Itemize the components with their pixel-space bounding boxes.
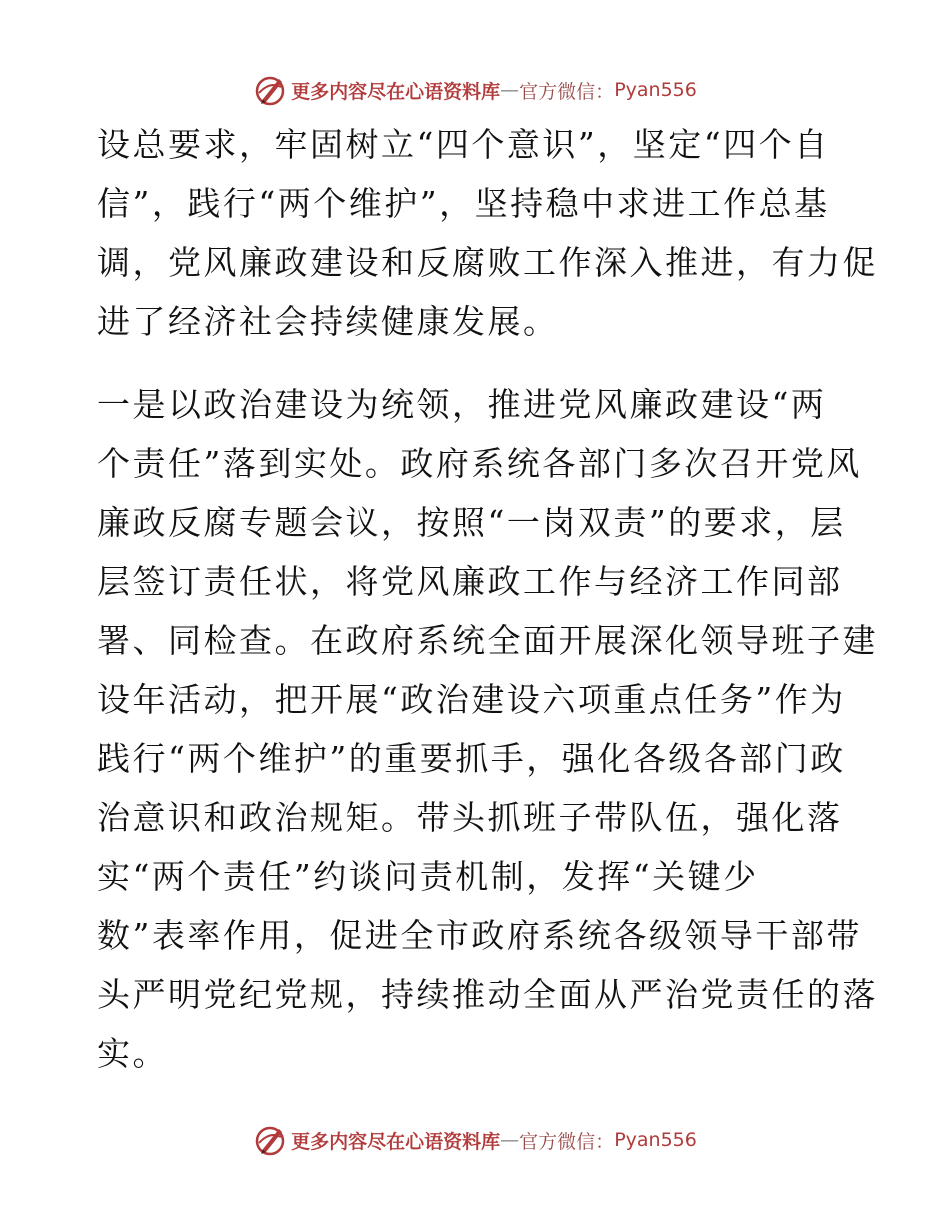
- text-line: 头严明党纪党规，持续推动全面从严治党责任的落: [97, 975, 878, 1014]
- text-line: 进了经济社会持续健康发展。: [97, 302, 559, 341]
- text-line: 治意识和政治规矩。带头抓班子带队伍，强化落: [97, 798, 843, 837]
- banner-dash: —: [500, 1129, 520, 1151]
- text-line: 层签订责任状，将党风廉政工作与经济工作同部: [97, 562, 843, 601]
- red-pen-globe-logo-icon: [253, 73, 287, 107]
- banner-site-text: 更多内容尽在心语资料库: [291, 1130, 501, 1153]
- banner-site-text: 更多内容尽在心语资料库: [291, 80, 501, 103]
- text-line: 设年活动，把开展“政治建设六项重点任务”作为: [97, 680, 846, 719]
- red-pen-globe-logo-icon: [253, 1123, 287, 1157]
- banner-wechat-label: 官方微信：: [519, 80, 615, 103]
- text-line: 践行“两个维护”的重要抓手，强化各级各部门政: [97, 739, 846, 778]
- paragraph-2: [97, 375, 878, 1083]
- text-line: 廉政反腐专题会议，按照“一岗双责”的要求，层: [97, 503, 846, 542]
- text-line: 信”，践行“两个维护”，坚持稳中求进工作总基: [97, 184, 830, 223]
- text-line: 数”表率作用，促进全市政府系统各级领导干部带: [97, 916, 862, 955]
- text-line: 调，党风廉政建设和反腐败工作深入推进，有力促: [97, 243, 878, 282]
- text-line: 署、同检查。在政府系统全面开展深化领导班子建: [97, 621, 878, 660]
- text-line: 一是以政治建设为统领，推进党风廉政建设“两: [97, 385, 827, 424]
- text-line: 实“两个责任”约谈问责机制，发挥“关键少: [97, 857, 759, 896]
- text-line: 实。: [97, 1034, 168, 1073]
- header-banner: [0, 70, 950, 110]
- text-line: 个责任”落到实处。政府系统各部门多次召开党风: [97, 444, 862, 483]
- banner-dash: —: [500, 79, 520, 101]
- text-line: 设总要求，牢固树立“四个意识”，坚定“四个自: [97, 125, 830, 164]
- banner-wechat-id: Pyan556: [614, 79, 697, 101]
- footer-banner: [0, 1120, 950, 1160]
- paragraph-1: [97, 115, 878, 351]
- document-body: [97, 115, 878, 1083]
- banner-wechat-label: 官方微信：: [519, 1130, 615, 1153]
- banner-wechat-id: Pyan556: [614, 1129, 697, 1151]
